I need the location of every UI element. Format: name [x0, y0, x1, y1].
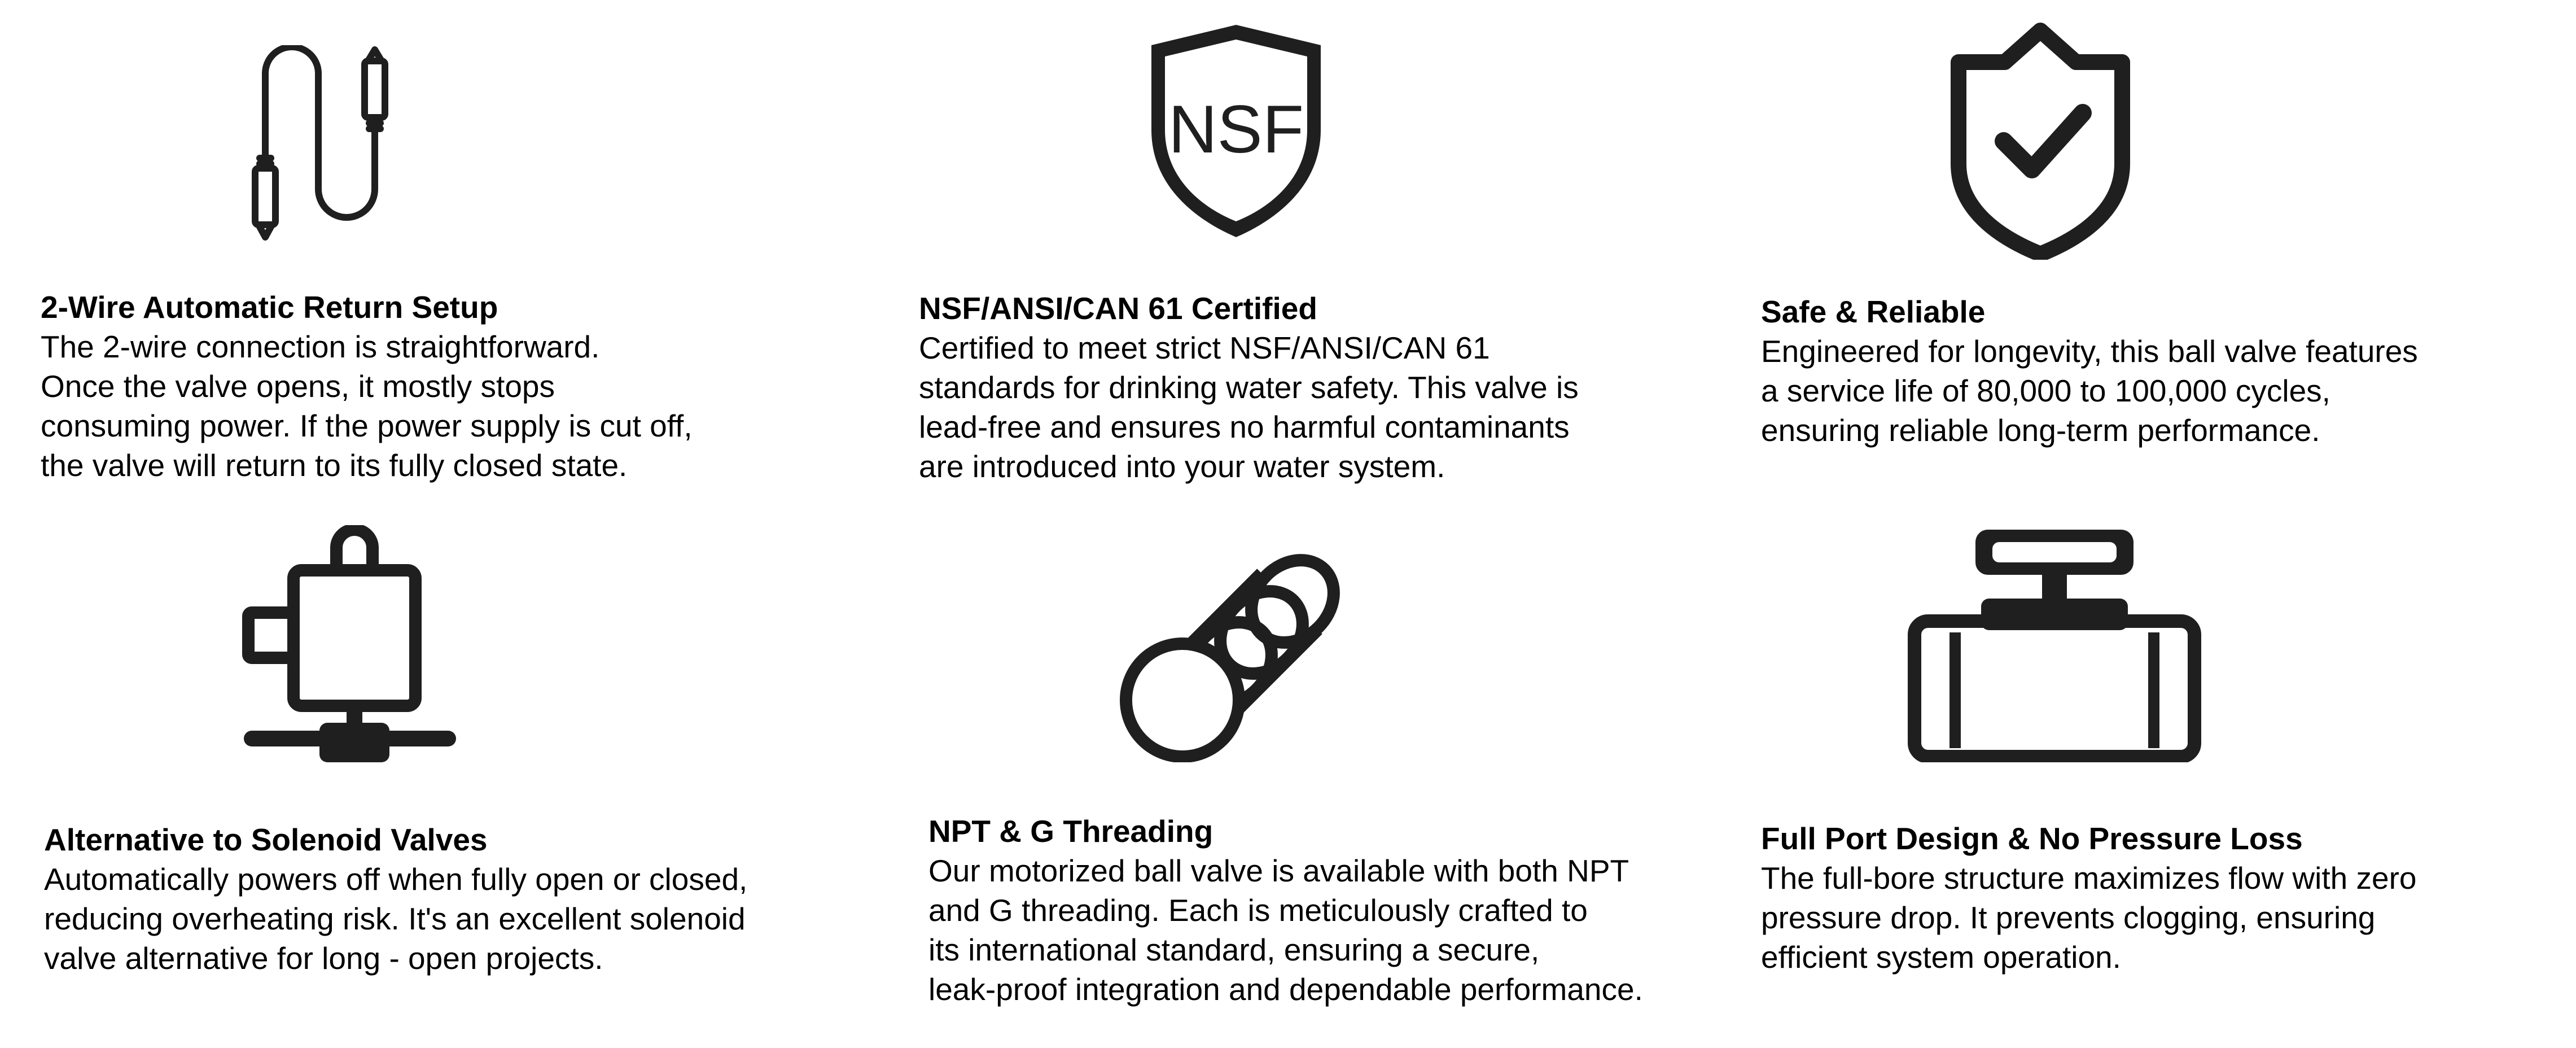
feature-text-line: Once the valve opens, it mostly stops — [41, 369, 555, 404]
feature-text-line: lead-free and ensures no harmful contaminants — [919, 409, 1570, 444]
feature-text-line: leak-proof integration and dependable performance. — [928, 972, 1643, 1007]
feature-text-line: ensuring reliable long-term performance. — [1761, 413, 2320, 448]
feature-text-line: pressure drop. It prevents clogging, ensuring — [1761, 900, 2376, 935]
feature-text-line: The full-bore structure maximizes flow with zero — [1761, 861, 2417, 896]
feature-card-threading — [928, 811, 1643, 1009]
feature-text-line: a service life of 80,000 to 100,000 cycles, — [1761, 373, 2330, 408]
actuator-valve-icon — [237, 525, 463, 762]
feature-text-line: Certified to meet strict NSF/ANSI/CAN 61 — [919, 330, 1490, 365]
feature-text-line: and G threading. Each is meticulously crafted to — [928, 893, 1588, 928]
feature-card-2-wire — [41, 287, 693, 485]
nsf-shield-icon — [1134, 17, 1338, 243]
feature-text-line: valve alternative for long - open projects. — [44, 941, 603, 976]
feature-text-line: Our motorized ball valve is available with both NPT — [928, 853, 1629, 888]
feature-text-line: The 2-wire connection is straightforward. — [41, 329, 600, 364]
feature-card-full-port — [1761, 819, 2416, 977]
feature-card-safe — [1761, 292, 2418, 450]
feature-title: NPT & G Threading — [928, 814, 1213, 849]
full-port-valve-icon — [1908, 525, 2201, 762]
feature-title: Full Port Design & No Pressure Loss — [1761, 821, 2303, 856]
feature-text-line: reducing overheating risk. It's an excellent solenoid — [44, 901, 746, 936]
feature-card-solenoid — [44, 820, 747, 978]
feature-text-line: Automatically powers off when fully open or closed, — [44, 862, 748, 897]
nsf-shield-label: NSF — [1168, 91, 1304, 167]
feature-text-line: its international standard, ensuring a secure, — [928, 932, 1540, 967]
cable-connector-icon — [243, 45, 435, 243]
feature-title: Safe & Reliable — [1761, 294, 1986, 329]
feature-text-line: efficient system operation. — [1761, 940, 2121, 975]
feature-text-line: are introduced into your water system. — [919, 449, 1445, 484]
feature-title: NSF/ANSI/CAN 61 Certified — [919, 291, 1317, 326]
shield-check-icon — [1947, 23, 2133, 260]
feature-text-line: consuming power. If the power supply is cut off, — [41, 408, 693, 443]
feature-card-nsf — [919, 289, 1579, 486]
feature-title: Alternative to Solenoid Valves — [44, 822, 488, 857]
feature-text-line: Engineered for longevity, this ball valve features — [1761, 334, 2418, 369]
feature-title: 2-Wire Automatic Return Setup — [41, 290, 498, 325]
feature-text-line: the valve will return to its fully closed state. — [41, 448, 628, 483]
thread-pipe-icon — [1118, 531, 1343, 762]
feature-text-line: standards for drinking water safety. This valve is — [919, 370, 1579, 405]
